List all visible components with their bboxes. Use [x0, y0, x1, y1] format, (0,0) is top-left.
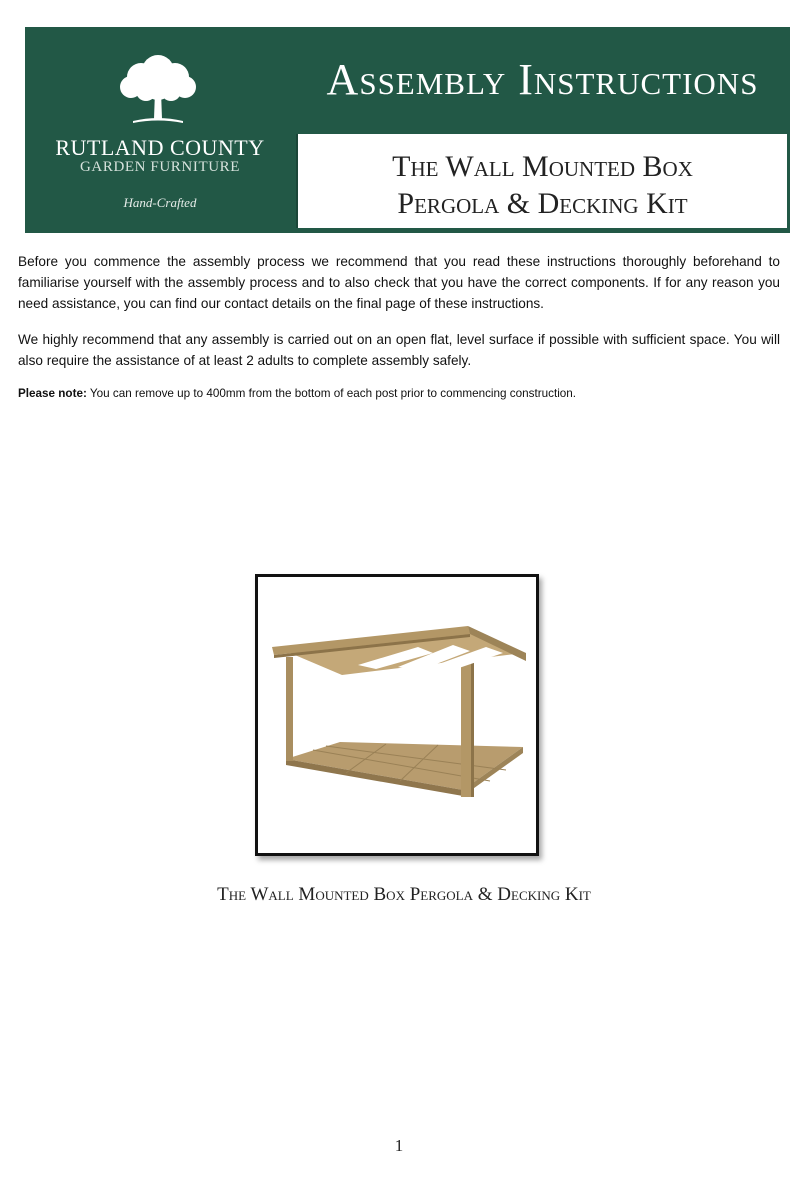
intro-paragraph-1: Before you commence the assembly process we recommend that you read these instructions thoroughly beforehand to familiarise yourself with the assembly process and to also check that you have the correct components. If for any reason you need assistance, you can find our contact details on the final page of these instructions. — [18, 254, 780, 311]
product-image — [255, 574, 539, 856]
header-banner — [25, 27, 790, 233]
product-title-line1: The Wall Mounted Box — [392, 150, 693, 183]
brand-tagline: Hand-Crafted — [123, 195, 197, 210]
brand-subname: GARDEN FURNITURE — [79, 159, 241, 175]
subtitle-box — [296, 134, 787, 228]
pergola-icon — [258, 577, 536, 853]
intro-paragraph-2: We highly recommend that any assembly is carried out on an open flat, level surface if possible with sufficient space. You will also require the assistance of at least 2 adults to complete assembly safely. — [18, 332, 780, 368]
brand-name: RUTLAND COUNTY — [55, 135, 265, 160]
product-title — [298, 148, 787, 222]
note — [18, 387, 576, 400]
brand-logo — [25, 27, 295, 233]
note-label: Please note: — [18, 387, 87, 400]
note-text: You can remove up to 400mm from the bottom of each post prior to commencing construction. — [86, 387, 577, 400]
figure-caption: The Wall Mounted Box Pergola & Decking Kit — [217, 884, 591, 905]
product-title-line2: Pergola & Decking Kit — [397, 187, 688, 220]
tree-icon — [113, 51, 203, 127]
page-number: 1 — [394, 1136, 404, 1155]
page-title: Assembly Instructions — [326, 55, 759, 104]
